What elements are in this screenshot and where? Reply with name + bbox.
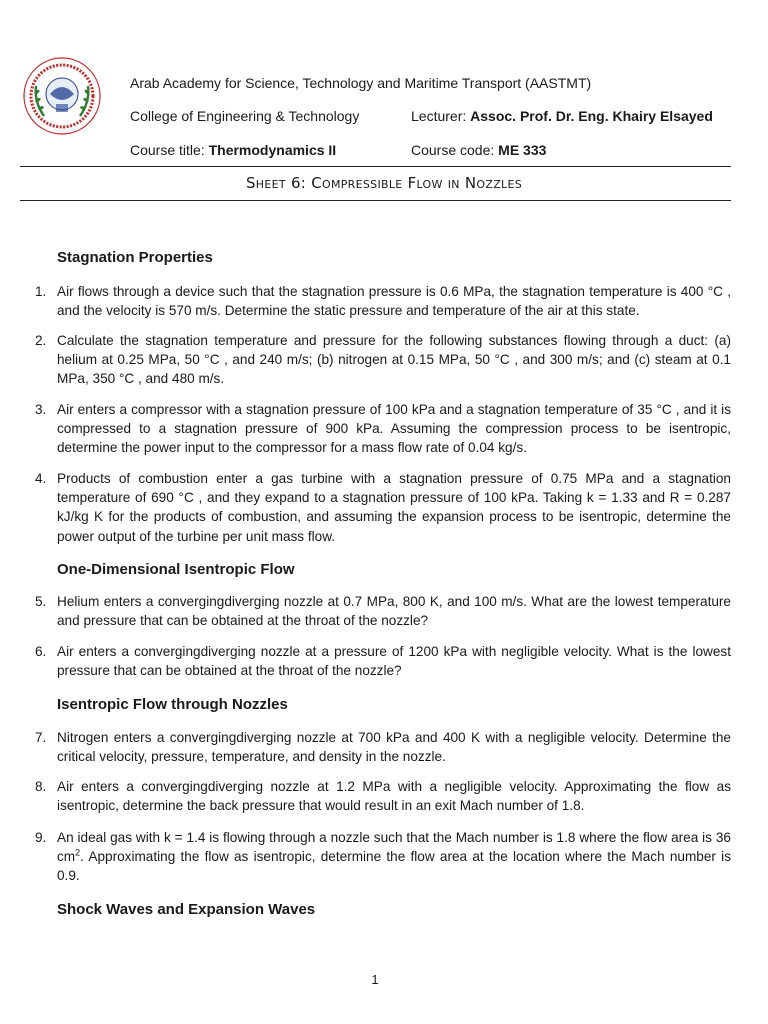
question-number: 9. xyxy=(35,830,47,845)
question-7 xyxy=(35,728,731,766)
section-one-dimensional-isentropic-flow: One-Dimensional Isentropic Flow xyxy=(57,561,295,578)
question-number: 4. xyxy=(35,471,47,486)
question-text: Calculate the stagnation temperature and pressure for the following substances flowing through a duct: (a) helium at 0.25 MPa, 50 °C , and 240 m/s; (b) nitrogen at 0.15 MPa, 50 °C , and 300 m/s; and (c) steam at 0.1 MPa, 350 °C , and 480 m/s. xyxy=(57,333,731,387)
section-shock-waves-and-expansion-waves: Shock Waves and Expansion Waves xyxy=(57,901,316,918)
aastmt-logo xyxy=(22,56,102,136)
question-number: 7. xyxy=(35,730,47,745)
question-number: 3. xyxy=(35,402,47,417)
question-8 xyxy=(35,777,731,815)
question-text: Air flows through a device such that the stagnation pressure is 0.6 MPa, the stagnation temperature is 400 °C , and the velocity is 570 m/s. Determine the static pressure and temperature of the air at this state. xyxy=(57,284,731,319)
question-9 xyxy=(35,828,731,886)
question-3 xyxy=(35,400,731,458)
course-title-label: Course title: xyxy=(130,142,209,158)
question-number: 1. xyxy=(35,284,47,299)
question-text-part-1: An ideal gas with k = 1.4 is flowing through a nozzle such that the Mach number is 1.8 where the flow area is 36 cm xyxy=(57,830,731,865)
institution-name: Arab Academy for Science, Technology and Maritime Transport (AASTMT) xyxy=(130,75,592,91)
section-stagnation-properties: Stagnation Properties xyxy=(57,249,213,266)
superscript: 2 xyxy=(75,847,81,858)
question-6 xyxy=(35,642,731,680)
question-text: Nitrogen enters a convergingdiverging nozzle at 700 kPa and 400 K with a negligible velocity. Determine the critical velocity, pressure, temperature, and density in the nozzle. xyxy=(57,730,731,765)
question-number: 5. xyxy=(35,594,47,609)
question-text-part-2: . Approximating the flow as isentropic, determine the flow area at the location where the Mach number is 0.9. xyxy=(57,849,731,884)
question-number: 2. xyxy=(35,333,47,348)
course-code-label: Course code: xyxy=(411,142,499,158)
question-number: 6. xyxy=(35,644,47,659)
question-5 xyxy=(35,592,731,630)
question-text: Helium enters a convergingdiverging nozzle at 0.7 MPa, 800 K, and 100 m/s. What are the lowest temperature and pressure that can be obtained at the throat of the nozzle? xyxy=(57,594,731,629)
lecturer-name: Assoc. Prof. Dr. Eng. Khairy Elsayed xyxy=(470,108,713,124)
question-4 xyxy=(35,469,731,546)
course-title xyxy=(130,141,336,159)
course-code xyxy=(411,141,546,159)
question-text: Air enters a compressor with a stagnation pressure of 100 kPa and a stagnation temperature of 35 °C , and it is compressed to a stagnation pressure of 900 kPa. Assuming the compression process to be isentropic, determine the power input to the compressor for a mass flow rate of 0.04 kg/s. xyxy=(57,402,731,456)
question-number: 8. xyxy=(35,779,47,794)
question-text: Air enters a convergingdiverging nozzle at 1.2 MPa with a negligible velocity. Approximating the flow as isentropic, determine the back pressure that would result in an exit Mach number of 1.8. xyxy=(57,779,731,814)
question-2 xyxy=(35,331,731,389)
question-1 xyxy=(35,282,731,320)
header-bottom-rule xyxy=(20,200,731,201)
header-top-rule xyxy=(20,166,731,167)
question-text: Air enters a convergingdiverging nozzle at a pressure of 1200 kPa with negligible velocity. What is the lowest pressure that can be obtained at the throat of the nozzle? xyxy=(57,644,731,679)
sheet-title: Sheet 6: Compressible Flow in Nozzles xyxy=(245,174,522,192)
question-text: Products of combustion enter a gas turbine with a stagnation pressure of 0.75 MPa and a stagnation temperature of 690 °C , and they expand to a stagnation pressure of 100 kPa. Taking k = 1.33 and R = 0.287 kJ/kg K for the products of combustion, and assuming the expansion process to be isentropic, determine the power output of the turbine per unit mass flow. xyxy=(57,471,731,544)
section-isentropic-flow-through-nozzles: Isentropic Flow through Nozzles xyxy=(57,696,288,713)
page-number: 1 xyxy=(371,972,379,987)
lecturer-label: Lecturer: xyxy=(411,108,471,124)
lecturer xyxy=(411,107,713,125)
course-title-value: Thermodynamics II xyxy=(208,142,337,158)
college-name: College of Engineering & Technology xyxy=(130,108,360,124)
course-code-value: ME 333 xyxy=(498,142,547,158)
